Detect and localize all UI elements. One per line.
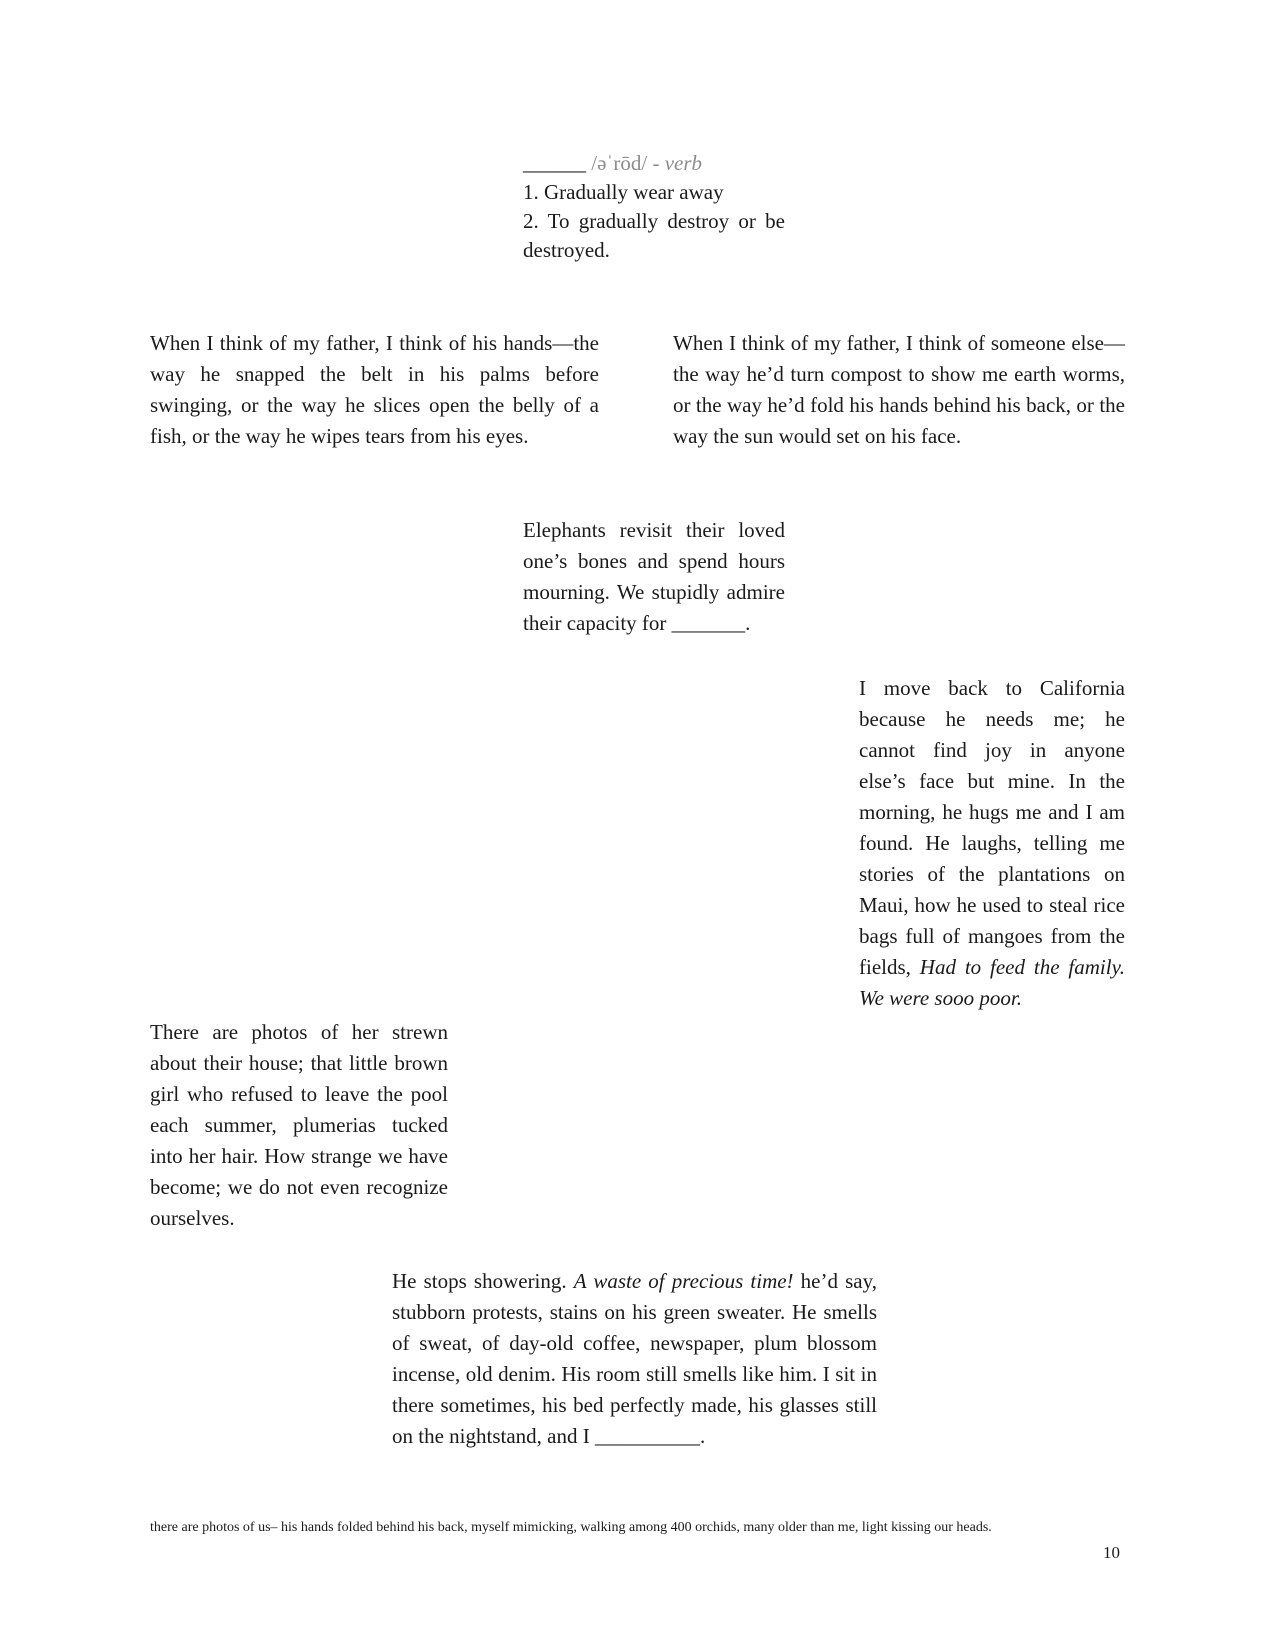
passage-showering — [392, 1266, 877, 1452]
definition-sense-2: 2. To gradually destroy or be destroyed. — [523, 209, 785, 262]
passage-california — [859, 673, 1125, 1014]
passage-california-text: I move back to California because he needs me; he cannot find joy in anyone else’s face but mine. In the morning, he hugs me and I am found. He laughs, telling me stories of the plantations on Maui, how he used to steal rice bags full of mangoes from the fields, — [859, 676, 1125, 979]
passage-photos-of-her: There are photos of her strewn about their house; that little brown girl who refused to leave the pool each summer, plumerias tucked into her hair. How strange we have become; we do not even recognize ourselves. — [150, 1020, 448, 1230]
passage-california-quote: Had to feed the family. We were sooo poor. — [859, 955, 1125, 1010]
definition-block — [523, 149, 785, 265]
footnote: there are photos of us– his hands folded behind his back, myself mimicking, walking among 400 orchids, many older than me, light kissing our heads. — [150, 1520, 992, 1535]
passage-showering-quote: A waste of precious time! — [573, 1269, 794, 1293]
passage-father-someone-else: When I think of my father, I think of someone else—the way he’d turn compost to show me earth worms, or the way he’d fold his hands behind his back, or the way the sun would set on his face. — [673, 331, 1125, 448]
definition-headword — [523, 149, 785, 178]
definition-sense-1: 1. Gradually wear away — [523, 180, 724, 204]
passage-showering-start: He stops showering. — [392, 1269, 574, 1293]
definition-part-of-speech: verb — [664, 151, 703, 175]
page-number: 10 — [1103, 1543, 1120, 1562]
passage-showering-rest: he’d say, stubborn protests, stains on his green sweater. He smells of sweat, of day-old coffee, newspaper, plum blossom incense, old denim. His room still smells like him. I sit in there sometimes, his bed perfectly made, his glasses still on the nightstand, and I __________. — [392, 1269, 877, 1448]
definition-pronunciation: /əˈrōd/ - — [586, 151, 665, 175]
definition-blank: ______ — [523, 151, 586, 175]
passage-elephants: Elephants revisit their loved one’s bones and spend hours mourning. We stupidly admire their capacity for _______. — [523, 518, 785, 635]
passage-father-hands: When I think of my father, I think of his hands—the way he snapped the belt in his palms before swinging, or the way he slices open the belly of a fish, or the way he wipes tears from his eyes. — [150, 331, 599, 448]
